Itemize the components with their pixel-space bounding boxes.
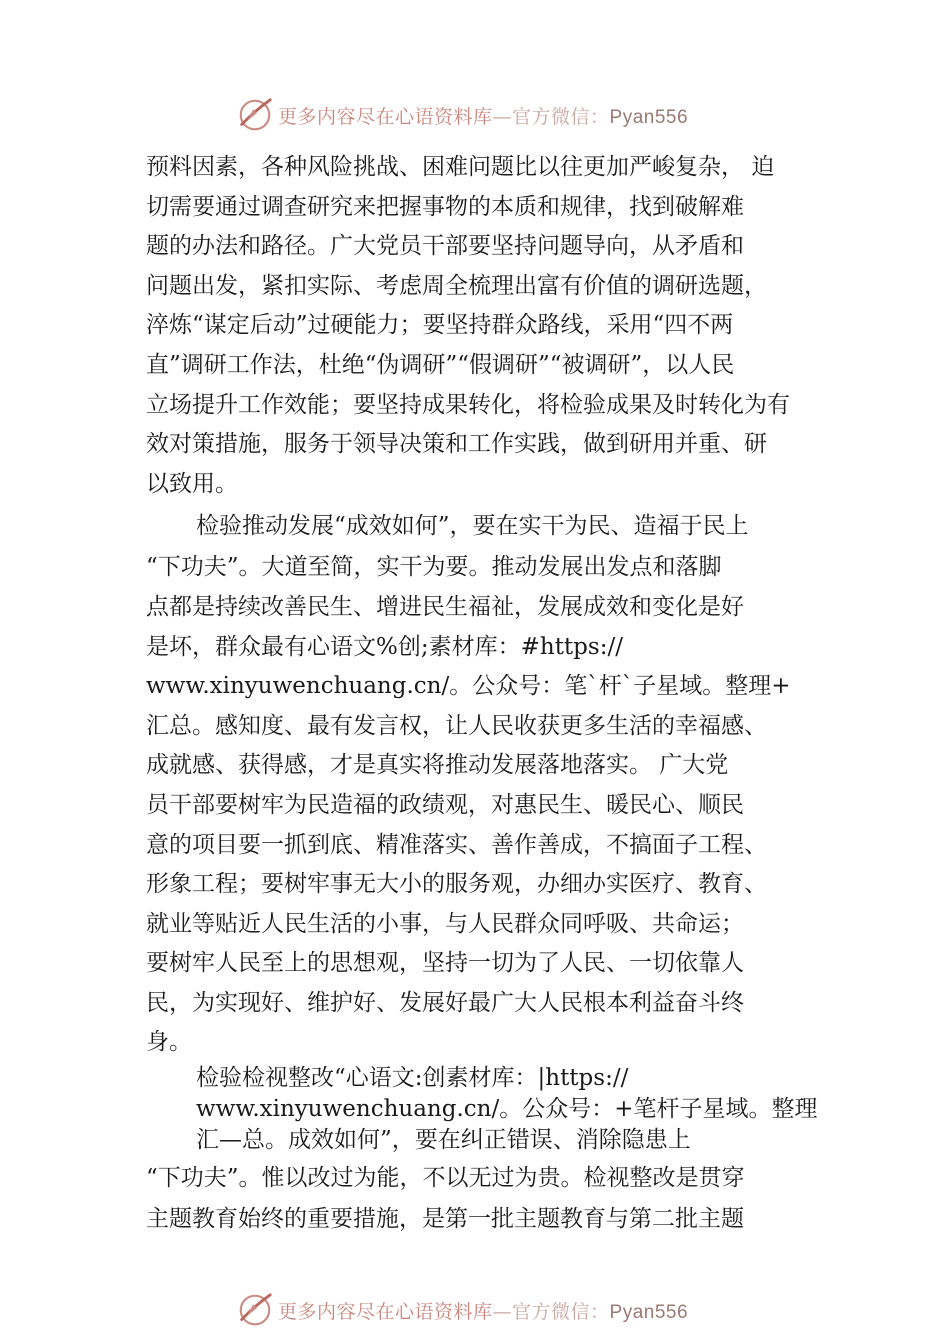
- watermark-text: [278, 102, 688, 129]
- text-line: 题的办法和路径。广大党员干部要坚持问题导向，从矛盾和: [146, 233, 744, 260]
- text-line: 员干部要树牢为民造福的政绩观，对惠民生、暖民心、顺民: [146, 791, 744, 818]
- text-line: 意的项目要一抓到底、精准落实、善作善成，不搞面子工程、: [146, 831, 767, 858]
- footer-watermark: [236, 1290, 756, 1330]
- text-line: 主题教育始终的重要措施，是第一批主题教育与第二批主题: [146, 1206, 744, 1233]
- text-line: “下功夫”。惟以改过为能，不以无过为贵。检视整改是贯穿: [146, 1165, 745, 1192]
- text-line: 直”调研工作法，杜绝“伪调研”“假调研”“被调研”，以人民: [146, 351, 735, 378]
- pen-logo-icon: [236, 96, 274, 134]
- text-line: 点都是持续改善民生、增进民生福祉，发展成效和变化是好: [146, 593, 744, 620]
- watermark-brand: 更多内容尽在心语资料库: [278, 1300, 493, 1323]
- text-line: 预料因素，各种风险挑战、困难问题比以往更加严峻复杂， 迫: [146, 154, 775, 180]
- text-line: “下功夫”。大道至简，实干为要。推动发展出发点和落脚: [146, 554, 722, 581]
- text-line: 立场提升工作效能；要坚持成果转化，将检验成果及时转化为有: [146, 391, 790, 418]
- text-line: www.xinyuwenchuang.cn/。公众号：笔`杆`子星域。整理+: [146, 673, 791, 700]
- text-line: 民，为实现好、维护好、发展好最广大人民根本利益奋斗终: [146, 989, 744, 1016]
- text-line: 要树牢人民至上的思想观，坚持一切为了人民、一切依靠人: [146, 950, 744, 977]
- text-line: 身。: [146, 1029, 192, 1056]
- text-line: 切需要通过调查研究来把握事物的本质和规律，找到破解难: [146, 193, 744, 220]
- text-line: 效对策措施，服务于领导决策和工作实践，做到研用并重、研: [146, 431, 767, 458]
- watermark-text: [278, 1297, 688, 1324]
- text-line: 形象工程；要树牢事无大小的服务观，办细办实医疗、教育、: [146, 871, 767, 898]
- text-line: 汇总。感知度、最有发言权，让人民收获更多生活的幸福感、: [146, 712, 767, 739]
- watermark-separator: —: [492, 105, 513, 128]
- text-line: 是坏，群众最有心语文%创;素材库：#https://: [146, 633, 623, 660]
- text-line: www.xinyuwenchuang.cn/。公众号：+笔杆子星域。整理: [196, 1096, 818, 1123]
- watermark-account: Pyan556: [609, 106, 689, 128]
- paragraph-start: 检验检视整改“心语文:创素材库：|https://: [196, 1065, 629, 1092]
- header-watermark: [236, 95, 756, 135]
- watermark-separator: —: [492, 1300, 513, 1323]
- text-line: 汇—总。成效如何”，要在纠正错误、消除隐患上: [196, 1127, 691, 1154]
- text-line: 就业等贴近人民生活的小事，与人民群众同呼吸、共命运；: [146, 910, 744, 937]
- document-body: [146, 148, 836, 1240]
- watermark-account-prefix: 官方微信：: [512, 105, 610, 128]
- watermark-brand: 更多内容尽在心语资料库: [278, 105, 493, 128]
- text-line: 以致用。: [146, 470, 238, 497]
- paragraph-start: 检验推动发展“成效如何”，要在实干为民、造福于民上: [196, 513, 749, 540]
- watermark-account: Pyan556: [609, 1301, 689, 1323]
- watermark-account-prefix: 官方微信：: [512, 1300, 610, 1323]
- pen-logo-icon: [236, 1291, 274, 1329]
- text-line: 成就感、获得感，才是真实将推动发展落地落实。 广大党: [146, 752, 729, 779]
- text-line: 淬炼“谋定后动”过硬能力；要坚持群众路线，采用“四不两: [146, 312, 734, 339]
- text-line: 问题出发，紧扣实际、考虑周全梳理出富有价值的调研选题，: [146, 272, 767, 299]
